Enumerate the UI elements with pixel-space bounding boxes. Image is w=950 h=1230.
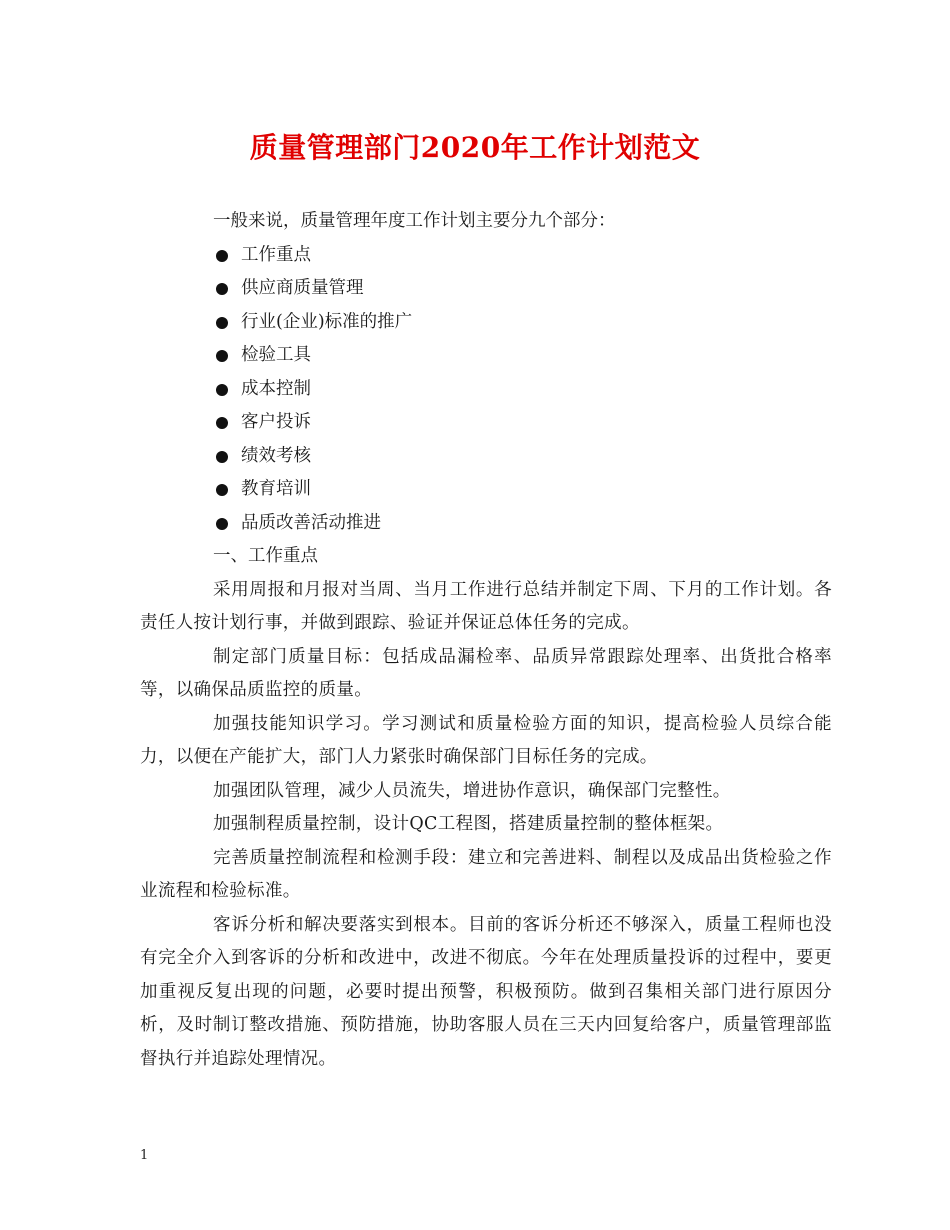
list-item [216, 507, 832, 541]
list-item-label: 供应商质量管理 [241, 278, 364, 298]
list-item-label: 品质改善活动推进 [241, 512, 381, 533]
body-paragraph: 制定部门质量目标：包括成品漏检率、品质异常跟踪处理率、出货批合格率等，以确保品质监控的质量。 [140, 646, 832, 700]
bullet-icon [216, 350, 228, 362]
list-item [216, 406, 832, 440]
bullet-icon [216, 283, 228, 295]
bullet-icon [216, 317, 228, 329]
bullet-icon [216, 384, 228, 396]
bullet-icon [216, 518, 228, 530]
list-item [216, 373, 832, 407]
bullet-icon [216, 250, 228, 262]
document-body [140, 205, 832, 1076]
list-item-label: 检验工具 [241, 345, 311, 365]
list-item-label: 成本控制 [241, 378, 311, 399]
list-item [216, 440, 832, 474]
body-paragraph: 完善质量控制流程和检测手段：建立和完善进料、制程以及成品出货检验之作业流程和检验标准。 [140, 847, 832, 901]
section-list [140, 239, 832, 541]
list-item [216, 239, 832, 273]
list-item-label: 行业(企业)标准的推广 [241, 311, 413, 332]
body-paragraph: 加强技能知识学习。学习测试和质量检验方面的知识，提高检验人员综合能力，以便在产能扩大，部门人力紧张时确保部门目标任务的完成。 [140, 713, 832, 767]
bullet-icon [216, 484, 228, 496]
list-item-label: 绩效考核 [241, 445, 311, 466]
body-paragraph: 加强制程质量控制，设计QC工程图，搭建质量控制的整体框架。 [213, 814, 724, 834]
page-number: 1 [140, 1148, 149, 1163]
list-item-label: 教育培训 [241, 479, 311, 499]
list-item [216, 339, 832, 373]
bullet-icon [216, 417, 228, 429]
document-title: 质量管理部门2020年工作计划范文 [249, 131, 701, 164]
list-item-label: 客户投诉 [241, 412, 311, 432]
list-item-label: 工作重点 [241, 244, 311, 265]
list-item [216, 473, 832, 507]
body-paragraph: 客诉分析和解决要落实到根本。目前的客诉分析还不够深入，质量工程师也没有完全介入到客诉的分析和改进中，改进不彻底。今年在处理质量投诉的过程中，要更加重视反复出现的问题，必要时提出预警，积极预防。做到召集相关部门进行原因分析，及时制订整改措施、预防措施，协助客服人员在三天内回复给客户，质量管理部监督执行并追踪处理情况。 [140, 914, 832, 1069]
body-paragraph: 采用周报和月报对当周、当月工作进行总结并制定下周、下月的工作计划。各责任人按计划行事，并做到跟踪、验证并保证总体任务的完成。 [140, 579, 832, 633]
list-item [216, 272, 832, 306]
list-item [216, 306, 832, 340]
bullet-icon [216, 451, 228, 463]
intro-paragraph: 一般来说，质量管理年度工作计划主要分九个部分： [213, 211, 616, 231]
body-paragraph: 加强团队管理，减少人员流失，增进协作意识，确保部门完整性。 [213, 780, 731, 801]
section-heading: 一、工作重点 [213, 546, 318, 566]
